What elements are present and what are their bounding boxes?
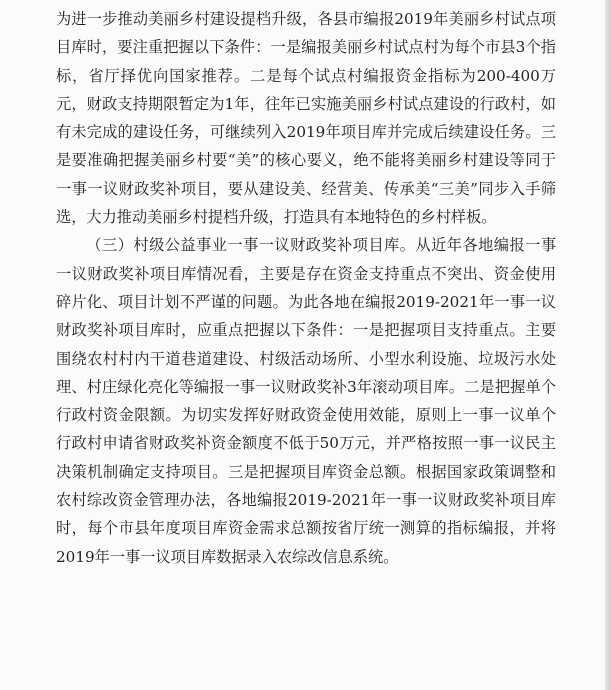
document-body <box>56 5 556 571</box>
paragraph-beautiful-village: 为进一步推动美丽乡村建设提档升级，各县市编报2019年美丽乡村试点项目库时，要注重把握以下条件：一是编报美丽乡村试点村为每个市县3个指标，省厅择优向国家推荐。二是每个试点村编报资金指标为200-400万元，财政支持期限暂定为1年，往年已实施美丽乡村试点建设的行政村，如有未完成的建设任务，可继续列入2019年项目库并完成后续建设任务。三是要准确把握美丽乡村要“美”的核心要义，绝不能将美丽乡村建设等同于一事一议财政奖补项目，要从建设美、经营美、传承美“三美”同步入手筛选，大力推动美丽乡村提档升级，打造具有本地特色的乡村样板。 <box>56 10 556 227</box>
paragraph-one-matter-one-discussion: （三）村级公益事业一事一议财政奖补项目库。从近年各地编报一事一议财政奖补项目库情况看，主要是存在资金支持重点不突出、资金使用碎片化、项目计划不严谨的问题。为此各地在编报2019-2021年一事一议财政奖补项目库时，应重点把握以下条件：一是把握项目支持重点。主要围绕农村村内干道巷道建设、村级活动场所、小型水利设施、垃圾污水处理、村庄绿化亮化等编报一事一议财政奖补3年滚动项目库。二是把握单个行政村资金限额。为切实发挥好财政资金使用效能，原则上一事一议单个行政村申请省财政奖补资金额度不低于50万元，并严格按照一事一议民主决策机制确定支持项目。三是把握项目库资金总额。根据国家政策调整和农村综改资金管理办法，各地编报2019-2021年一事一议财政奖补项目库时，每个市县年度项目库资金需求总额按省厅统一测算的指标编报，并将2019年一事一议项目库数据录入农综改信息系统。 <box>56 236 556 566</box>
scan-edge <box>605 0 611 690</box>
